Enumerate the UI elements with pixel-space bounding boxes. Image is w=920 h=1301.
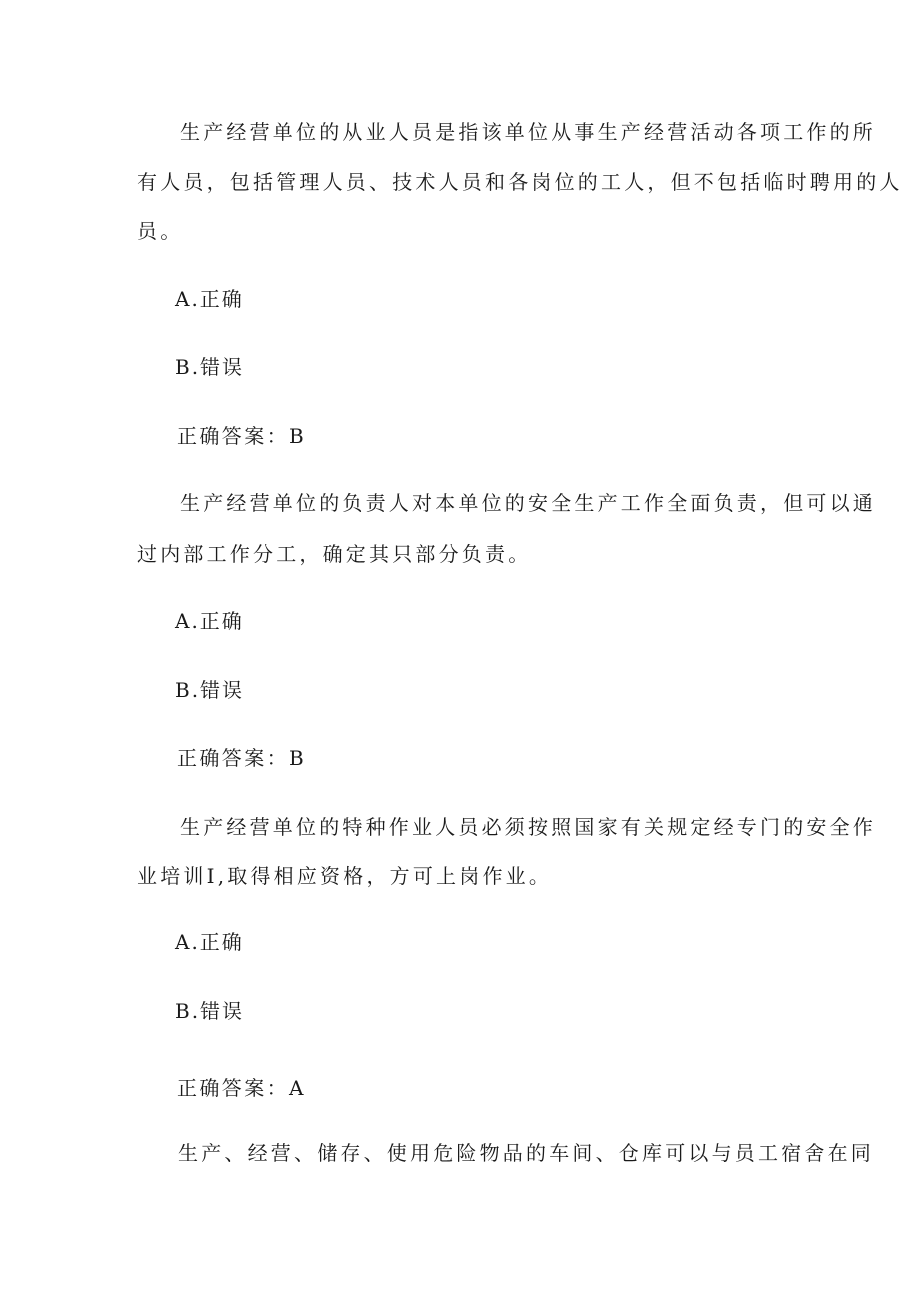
- question-3-option-b: B.错误: [175, 999, 245, 1023]
- question-2-stem-line-2: 过内部工作分工，确定其只部分负责。: [137, 542, 532, 566]
- question-1-option-a: A.正确: [175, 287, 244, 311]
- question-3-stem-line-2: 业培训I,取得相应资格，方可上岗作业。: [137, 864, 553, 888]
- question-2-stem-line-1: 生产经营单位的负责人对本单位的安全生产工作全面负责，但可以通: [180, 491, 876, 515]
- question-2-answer: 正确答案：B: [177, 746, 307, 770]
- question-4-stem-line-1: 生产、经营、储存、使用危险物品的车间、仓库可以与员工宿舍在同: [178, 1141, 874, 1165]
- question-1-stem-line-3: 员。: [137, 219, 184, 243]
- question-3-answer: 正确答案：A: [177, 1076, 306, 1100]
- question-2-option-a: A.正确: [175, 609, 244, 633]
- question-2-option-b: B.错误: [175, 678, 245, 702]
- question-1-option-b: B.错误: [175, 355, 245, 379]
- question-3-stem-line-1: 生产经营单位的特种作业人员必须按照国家有关规定经专门的安全作: [180, 815, 876, 839]
- question-3-option-a: A.正确: [175, 930, 244, 954]
- question-1-answer: 正确答案：B: [177, 424, 307, 448]
- question-1-stem-line-1: 生产经营单位的从业人员是指该单位从事生产经营活动各项工作的所: [180, 120, 876, 144]
- question-1-stem-line-2: 有人员，包括管理人员、技术人员和各岗位的工人，但不包括临时聘用的人: [137, 170, 903, 194]
